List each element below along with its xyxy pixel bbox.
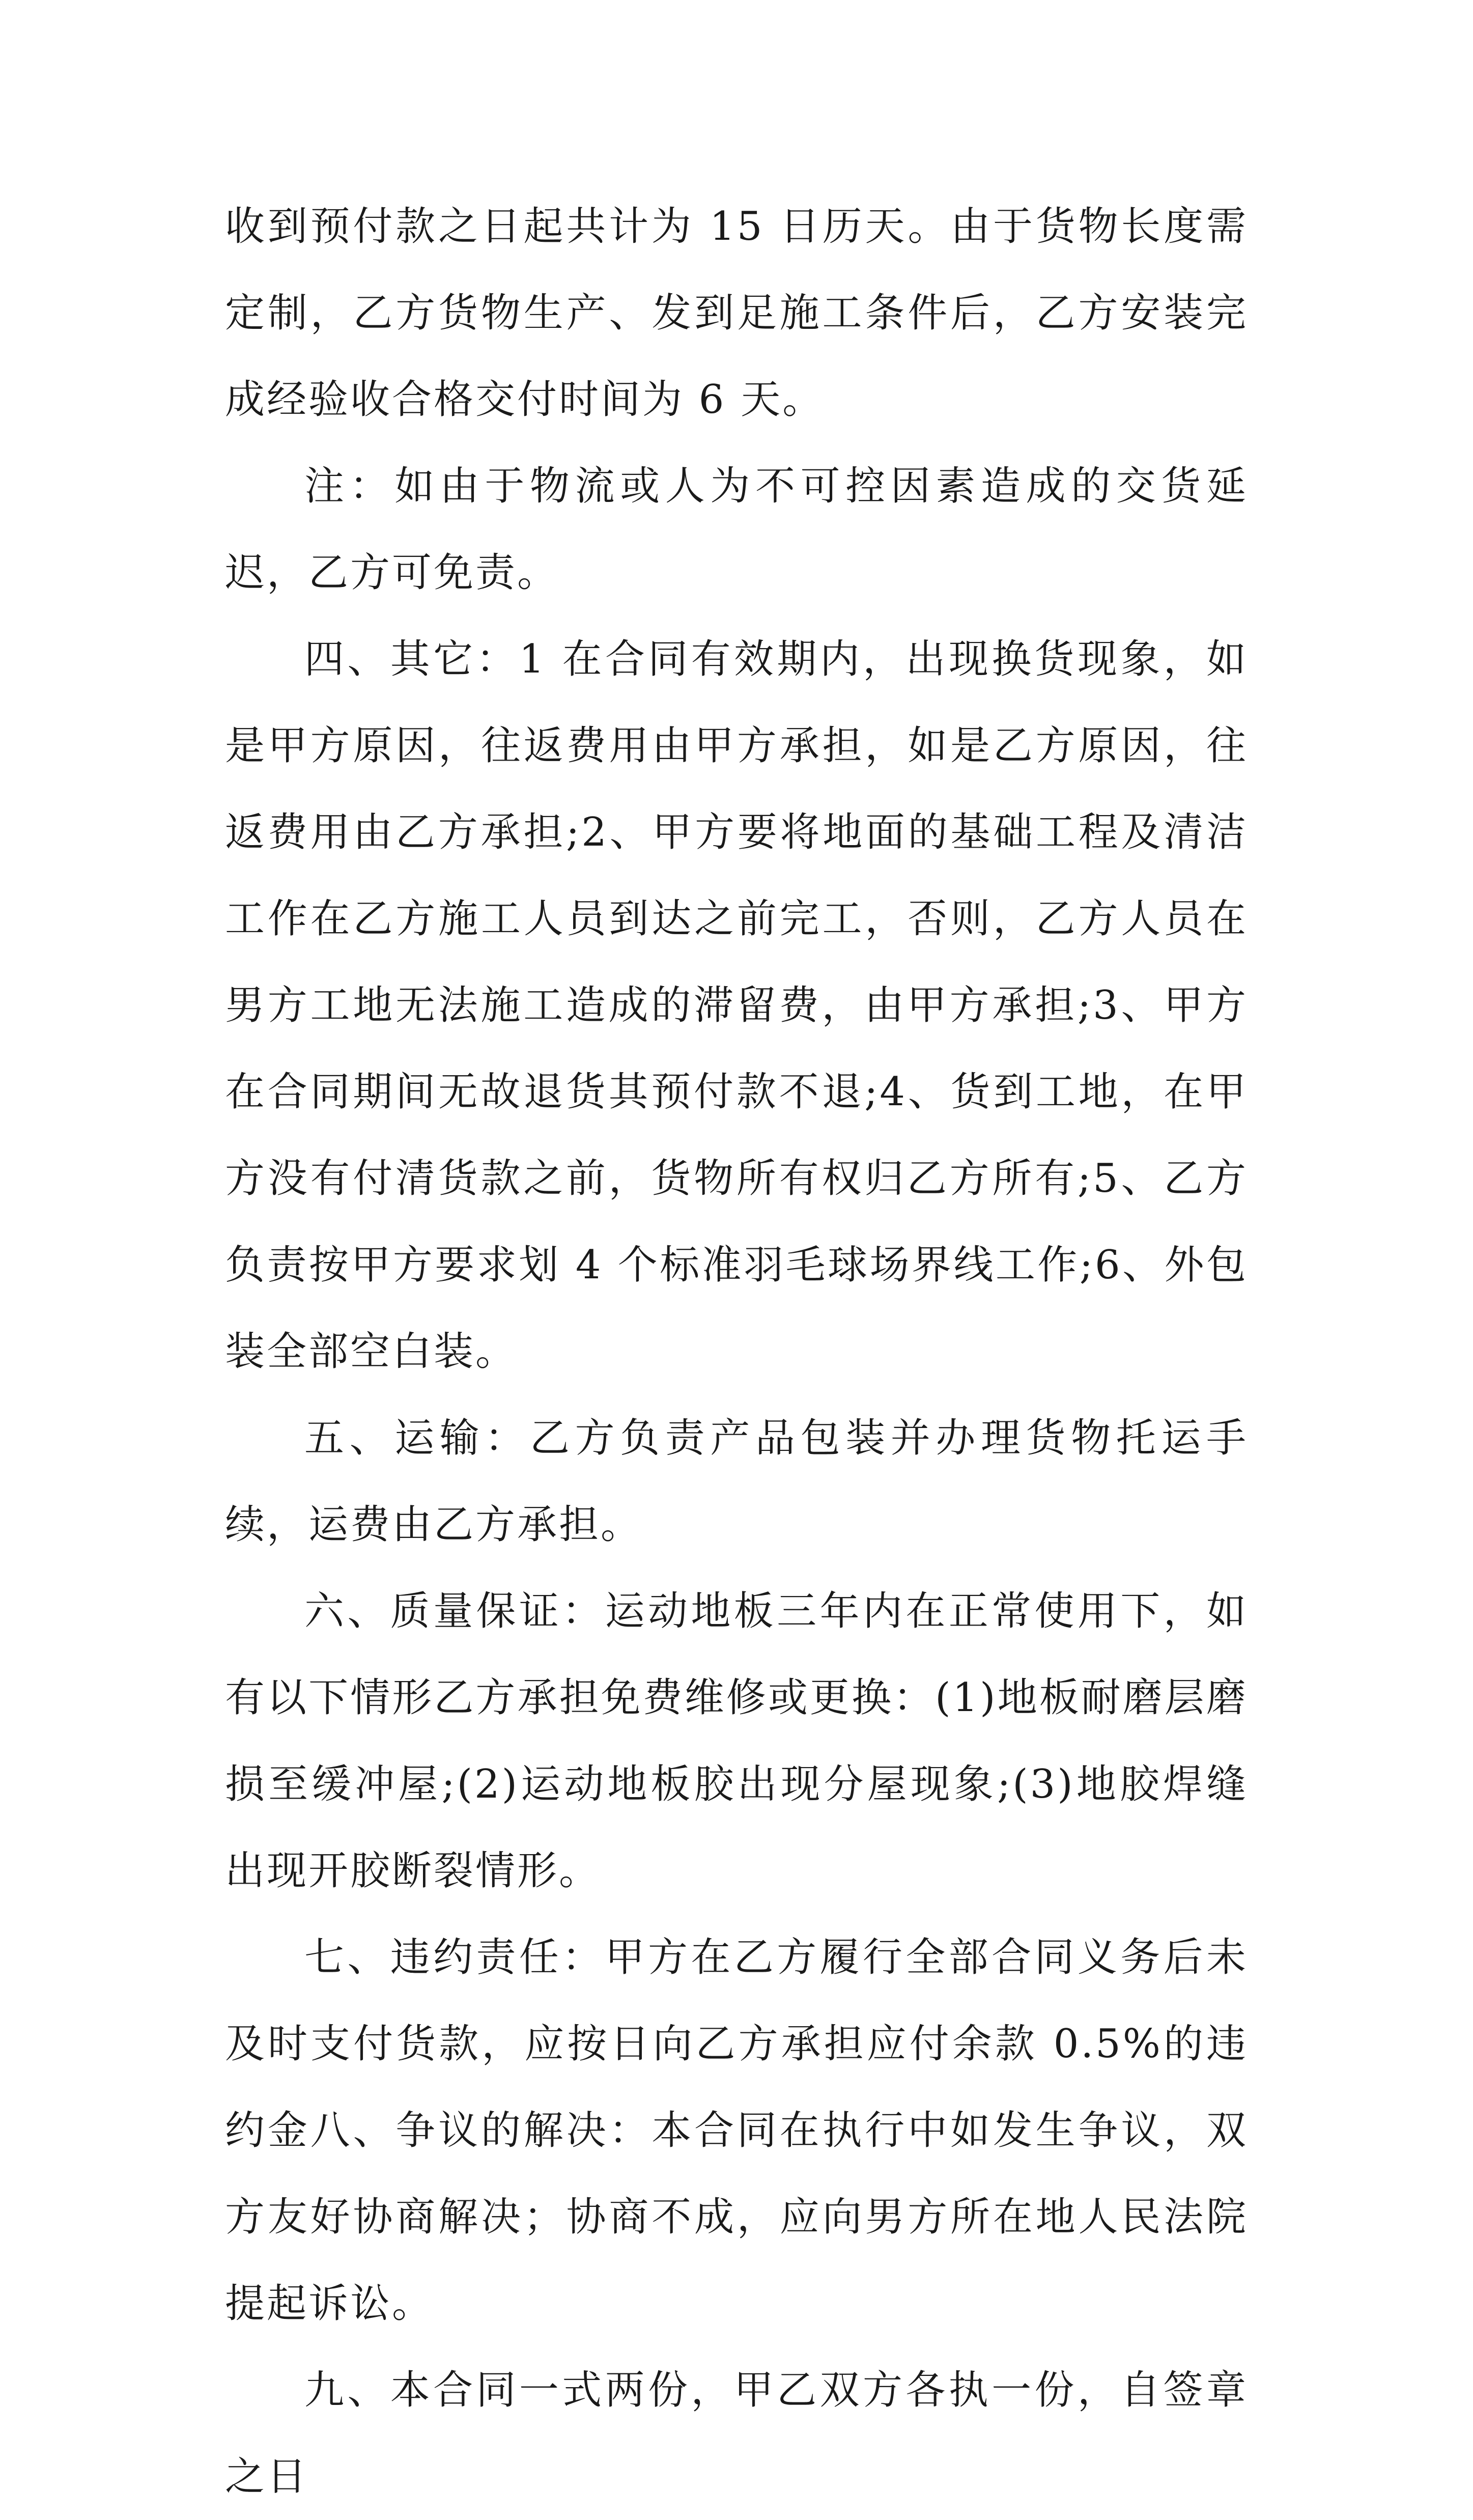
paragraph-section-7-liability: 七、违约责任：甲方在乙方履行全部合同义务后未及时支付货款，应按日向乙方承担应付余款 0.5%的违约金八、争议的解决：本合同在执行中如发生争议，双方友好协商解决；协商不成，应向男方所在地人民法院提起诉讼。 [225, 1935, 1248, 2327]
paragraph-section-9-copies: 九、本合同一式两份，甲乙双方各执一份，自签章之日 [225, 2367, 1248, 2500]
paragraph-section-6-quality: 六、质量保证：运动地板三年内在正常使用下，如有以下情形乙方承担免费维修或更换：(1)地板耐磨层磨损至缓冲屋;(2)运动地板胶出现分屋现象;(3)地胶焊缝出现开胶断裂情形。 [225, 1588, 1248, 1894]
paragraph-delivery-time: 收到预付款之日起共计为 15 日历天。由于货物长度需定制，乙方货物生产、发到足施工条件后，乙方安装完成经验收合格交付时间为 6 天。 [225, 204, 1248, 423]
document-body [225, 183, 1248, 2520]
paragraph-note: 注：如由于物流或人为不可控因素造成的交货延迟，乙方可免责。 [225, 463, 1248, 596]
paragraph-section-5-transport: 五、运输：乙方负责产品包装并办理货物托运手续，运费由乙方承担。 [225, 1415, 1248, 1548]
paragraph-section-4-other: 四、其它：1 在合同有效期内，出现换货现象，如是甲方原因，往返费用由甲方承担，如是乙方原因，往返费用由乙方承担;2、甲方要将地面的基础工程及清洁工作在乙方施工人员到达之前完工，否则，乙方人员在男方工地无法施工造成的滞留费，由甲方承担;3、甲方在合同期间无故退货其预付款不退;4、货到工地，在甲方没有付清货款之前，货物所有权归乙方所有;5、乙方负责按甲方要求划 4 个标准羽毛球场界线工作;6、外包装全部空白装。 [225, 636, 1248, 1375]
